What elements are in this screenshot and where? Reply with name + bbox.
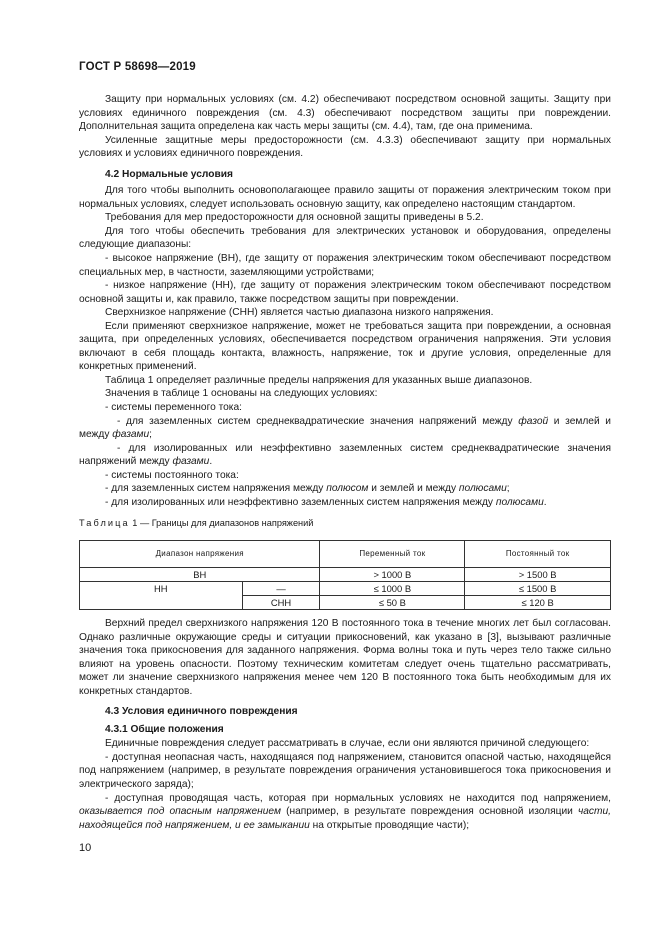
list-item: - системы постоянного тока:	[105, 469, 239, 481]
paragraph: Усиленные защитные меры предосторожности (см. 4.3.3) обеспечивают защиту при нормальных условиях и условиях единичного повреждения.	[79, 134, 611, 160]
paragraph: Единичные повреждения следует рассматривать в случае, если они являются причиной следующего:	[105, 738, 590, 750]
emphasis: полюсами	[458, 483, 507, 495]
table-cell: ≤ 120 В	[465, 595, 611, 609]
paragraph: Для того чтобы выполнить основополагающее правило защиты от поражения электрическим током при нормальных условиях, следует использовать основную защиту, как определено настоящим стандартом.	[79, 185, 611, 210]
table-cell: ≤ 1500 В	[465, 581, 611, 595]
section-heading-4-3: 4.3 Условия единичного повреждения	[105, 706, 298, 718]
table-cell: ≤ 1000 В	[320, 581, 465, 595]
list-item: - доступная проводящая часть, которая при нормальных условиях не находится под напряжением, оказывается под опасным напряжением (например, в результате повреждения основной изоляции части, находящейся под напряжением, и ее замыкании на открытые проводящие части);	[79, 792, 611, 831]
emphasis: фазой	[518, 415, 549, 427]
list-item: - системы переменного тока:	[105, 402, 242, 414]
list-item: - для заземленных систем среднеквадратические значения напряжений между фазой и землей и между фазами;	[79, 415, 611, 441]
section-heading-4-2: 4.2 Нормальные условия	[105, 168, 233, 180]
emphasis: полюсами	[495, 496, 544, 508]
list-item: - низкое напряжение (НН), где защиту от поражения электрическим током обеспечивают посредством основной защиты и, как правило, также посредством защиты при повреждении.	[79, 280, 611, 305]
list-item: - для заземленных систем напряжения между полюсом и землей и между полюсами;	[105, 483, 510, 495]
table-header-cell: Постоянный ток	[465, 540, 611, 567]
table-caption-label: Таблица	[79, 518, 130, 529]
table-header-cell: Диапазон напряжения	[80, 540, 320, 567]
table-cell: > 1000 В	[320, 567, 465, 581]
list-item: - высокое напряжение (ВН), где защиту от поражения электрическим током обеспечивают посредством специальных мер, в частности, заземляющими устройствами;	[79, 253, 611, 278]
paragraph: Для того чтобы обеспечить требования для электрических установок и оборудования, определены следующие диапазоны:	[79, 225, 611, 251]
table-row	[80, 567, 611, 581]
list-item: - для изолированных или неэффективно заземленных систем среднеквадратические значения напряжений между фазами.	[79, 442, 611, 468]
subsection-heading-4-3-1: 4.3.1 Общие положения	[105, 723, 224, 735]
table-header-cell: Переменный ток	[320, 540, 465, 567]
emphasis: фазами	[112, 429, 150, 441]
paragraph: Если применяют сверхнизкое напряжение, может не требоваться защита при повреждении, а основная защита, при определенных условиях, обеспечивается посредством ограничения напряжения. Эти условия включают в себя площадь контакта, влажность, напряжение, ток и другие условия, определенные для конкретных применений.	[79, 320, 611, 373]
table-cell: > 1500 В	[465, 567, 611, 581]
emphasis: оказывается под опасным напряжением	[79, 806, 281, 818]
list-item: - для изолированных или неэффективно заземленных систем напряжения между полюсами.	[105, 496, 547, 508]
table-cell: СНН	[242, 595, 320, 609]
table-cell: ВН	[80, 567, 320, 581]
paragraph: Таблица 1 определяет различные пределы напряжения для указанных выше диапазонов.	[105, 374, 533, 386]
emphasis: полюсом	[326, 483, 369, 495]
table-row	[80, 581, 611, 595]
paragraph: Сверхнизкое напряжение (СНН) является частью диапазона низкого напряжения.	[105, 307, 494, 319]
emphasis: части, находящейся под напряжением, и ее замыкании	[79, 806, 611, 831]
paragraph: Защиту при нормальных условиях (см. 4.2) обеспечивают посредством основной защиты. Защиту при условиях единичного повреждения (см. 4.3) обеспечивают посредством защиты при повреждении. Дополнительная защита определена как часть меры защиты (см. 4.4), там, где она применима.	[79, 94, 611, 133]
table-cell: ≤ 50 В	[320, 595, 465, 609]
table-cell: НН	[80, 581, 243, 609]
voltage-ranges-table	[79, 540, 611, 610]
page-number: 10	[79, 842, 92, 854]
document-body	[79, 93, 611, 832]
paragraph: Требования для мер предосторожности для основной защиты приведены в 5.2.	[105, 212, 484, 224]
table-caption-title: 1 — Границы для диапазонов напряжений	[129, 518, 314, 529]
paragraph: Верхний предел сверхнизкого напряжения 120 В постоянного тока в течение многих лет был согласован. Однако различные окружающие среды и ситуации прикосновений, как указано в [3], вызывают различные значения тока прикосновения для заданного напряжения. Форма волны тока и путь через тело также сильно влияют на уровень опасности. Поэтому техническим комитетам следует очень тщательно рассматривать, может ли значение сверхнизкого напряжения менее чем 120 В постоянного тока быть необходимым для их конкретных стандартов.	[79, 617, 611, 697]
paragraph: Значения в таблице 1 основаны на следующих условиях:	[105, 388, 378, 400]
document-header: ГОСТ Р 58698—2019	[79, 61, 196, 73]
emphasis: фазами	[172, 456, 210, 468]
list-item: - доступная неопасная часть, находящаяся под напряжением, становится опасной частью, находящейся под напряжением (например, в результате повреждения ограничения установившегося тока прикосновения и электрического заряда);	[79, 751, 611, 790]
table-header-row	[80, 540, 611, 567]
table-caption	[79, 517, 611, 531]
table-cell: —	[242, 581, 320, 595]
